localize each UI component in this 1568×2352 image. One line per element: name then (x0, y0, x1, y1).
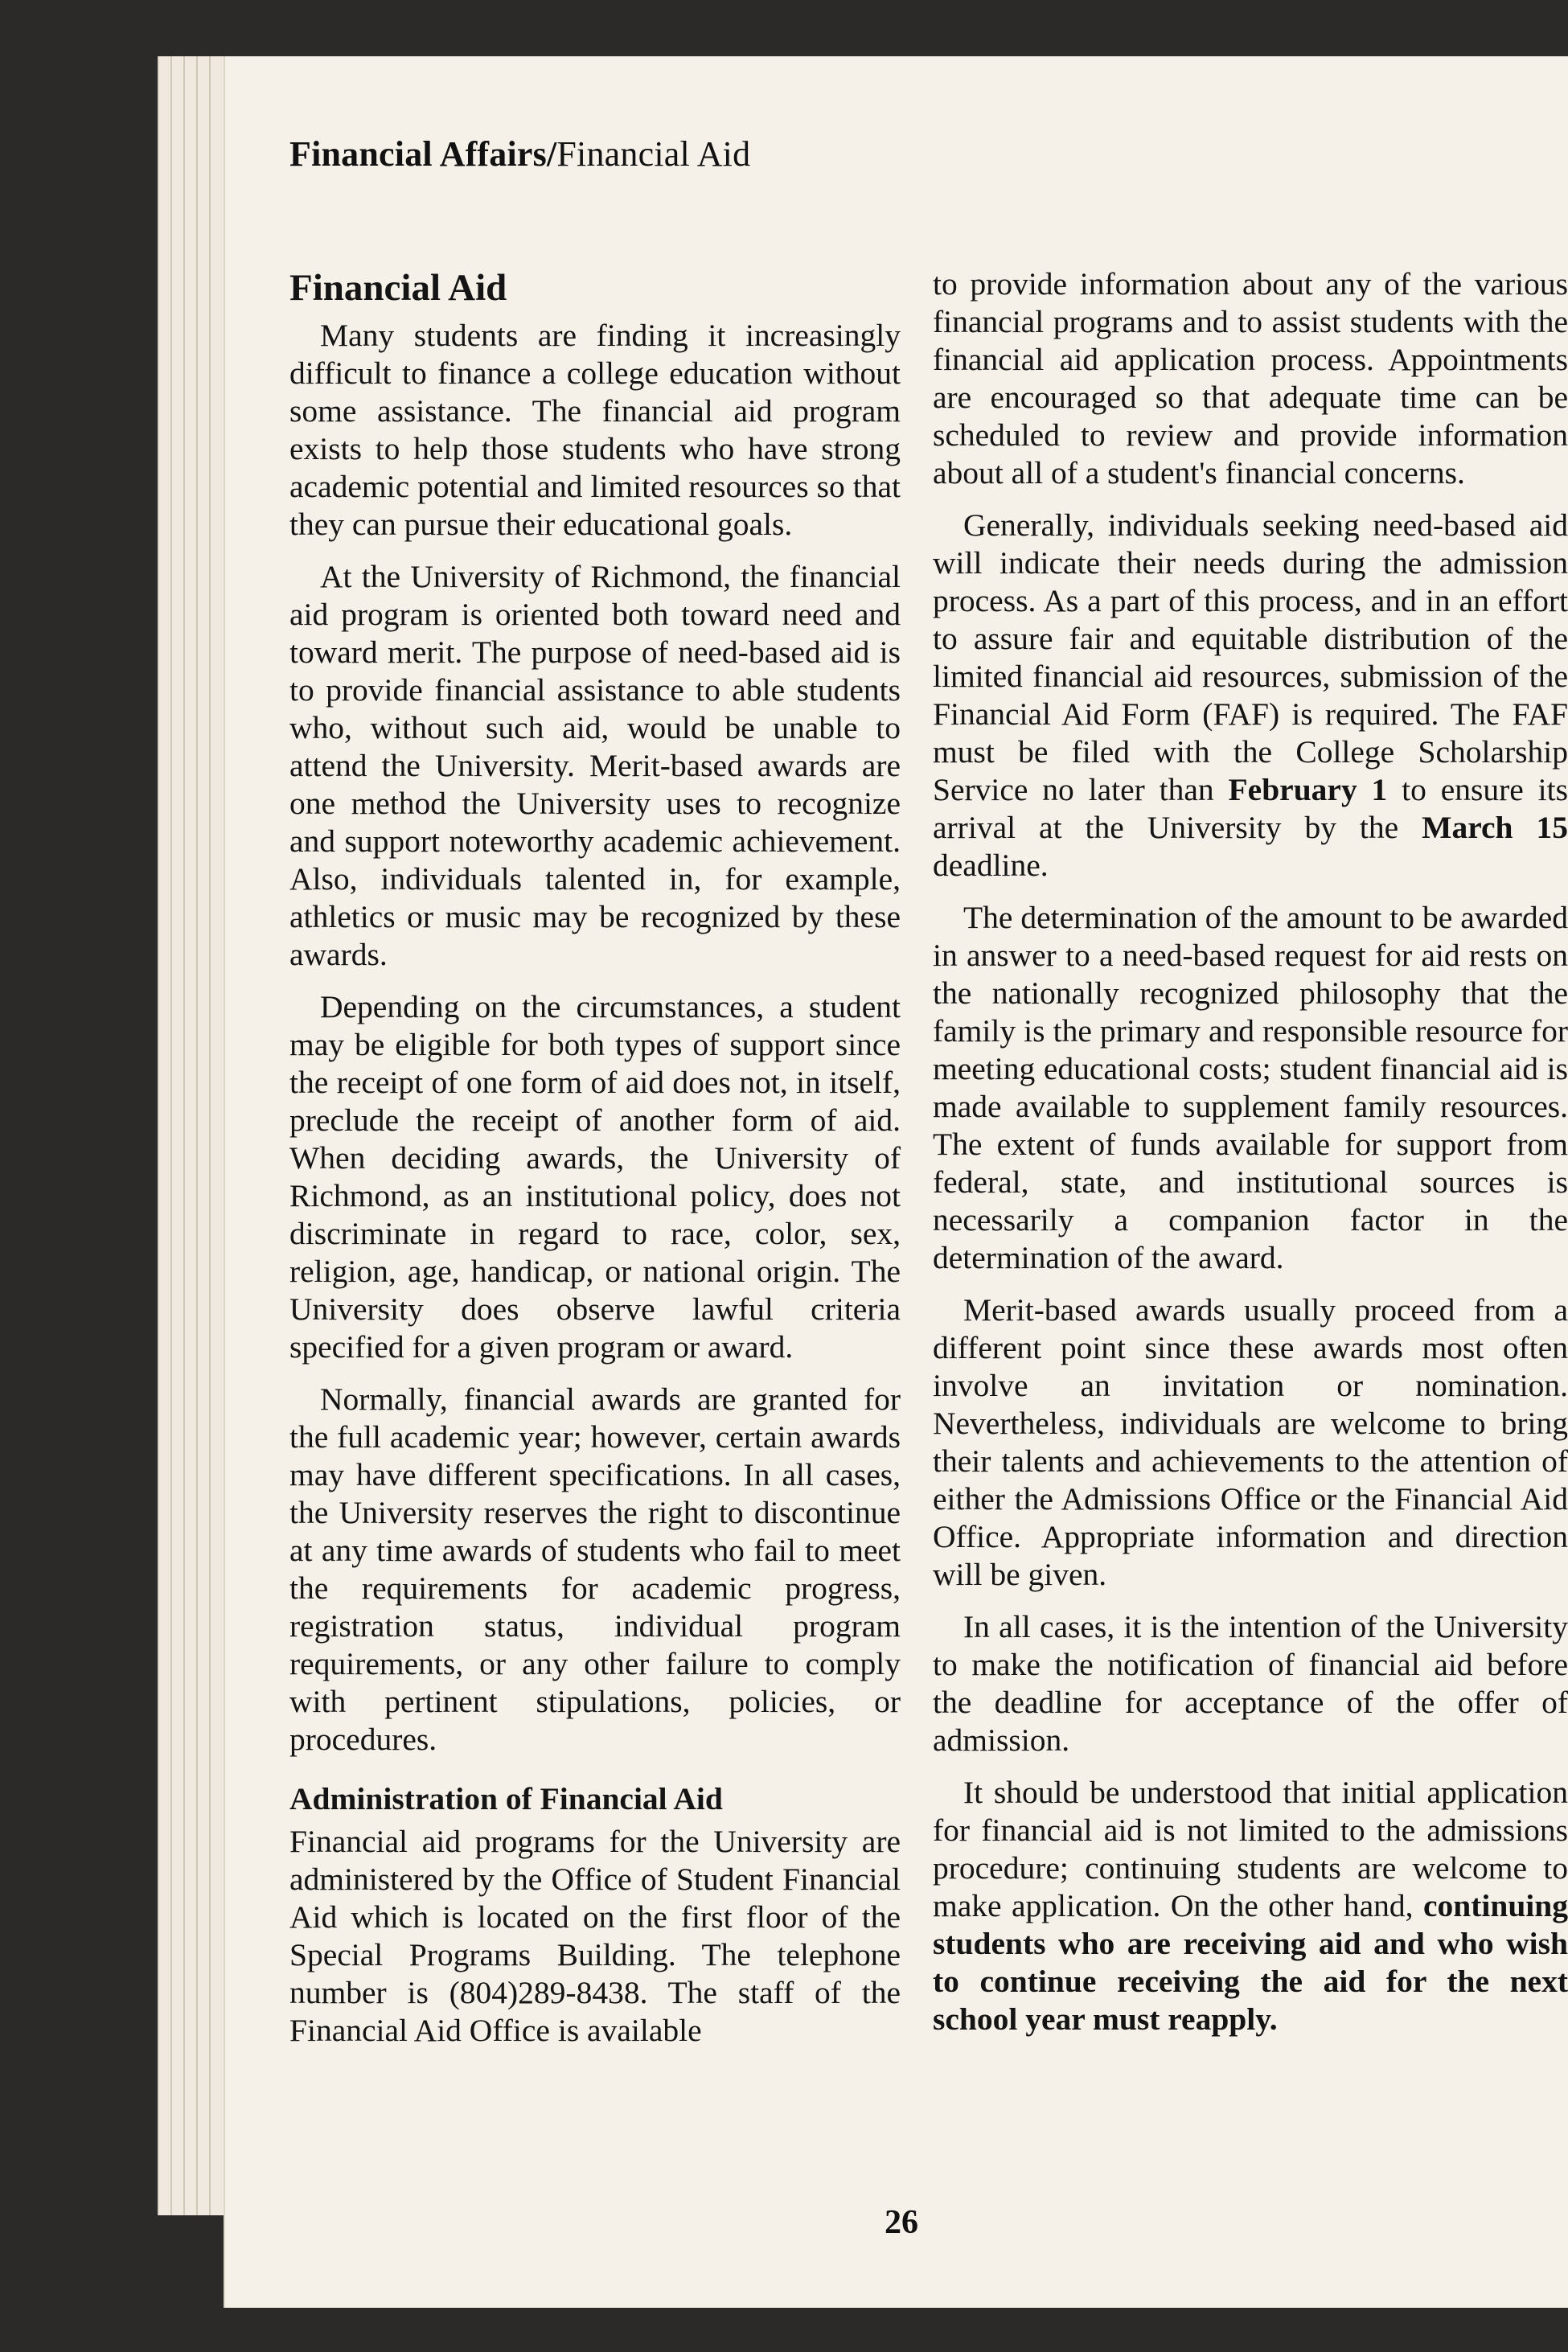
running-header (289, 133, 750, 174)
paragraph-determination: The determination of the amount to be awarded in answer to a need-based request for aid rests on the nationally recognized philosophy that the family is the primary and responsible resource for meeting educational costs; student financial aid is made available to supplement family resources. The extent of funds available for support from federal, state, and institutional sources is necessarily a companion factor in the determination of the award. (933, 900, 1568, 1275)
paragraph-administration: Financial aid programs for the University are administered by the Office of Student Financial Aid which is located on the first floor of the Special Programs Building. The telephone number is (804)289-8438. The staff of the Financial Aid Office is available (289, 1824, 901, 2048)
faf-deadline-date: February 1 (1228, 772, 1388, 807)
section-title: Financial Aid (289, 267, 507, 309)
reapply-notice: continuing students who are receiving aid and who wish to continue receiving the aid for the next school year must reapply. (933, 1888, 1568, 2037)
header-subsection: Financial Aid (556, 134, 751, 174)
paragraph-need-merit: At the University of Richmond, the financial aid program is oriented both toward need and toward merit. The purpose of need-based aid is to provide financial assistance to able students who, without such aid, would be unable to attend the University. Merit-based awards are one method the University uses to recognize and support noteworthy academic achievement. Also, individuals talented in, for example, athletics or music may be recognized by these awards. (289, 559, 901, 972)
subsection-title: Administration of Financial Aid (289, 1781, 723, 1816)
paragraph-faf (933, 507, 1568, 885)
paragraph-intro: Many students are finding it increasingly difficult to finance a college education without some assistance. The financial aid program exists to help those students who have strong academic potential and limited resources so that they can pursue their educational goals. (289, 318, 901, 542)
faf-text-2: to ensure its arrival at the University by the (933, 772, 1568, 845)
reapply-text: It should be understood that initial application for financial aid is not limited to the admissions procedure; continuing students are welcome to make application. On the other hand, (933, 1775, 1568, 1923)
faf-arrival-date: March 15 (1422, 810, 1568, 845)
paragraph-merit-awards: Merit-based awards usually proceed from a different point since these awards most often involve an invitation or nomination. Nevertheless, individuals are welcome to bring their talents and achievements to the attention of either the Admissions Office or the Financial Aid Office. Appropriate information and direction will be given. (933, 1292, 1568, 1592)
paragraph-eligibility: Depending on the circumstances, a student may be eligible for both types of support since the receipt of one form of aid does not, in itself, preclude the receipt of another form of aid. When deciding awards, the University of Richmond, as an institutional policy, does not discriminate in regard to race, color, sex, religion, age, handicap, or national origin. The University does observe lawful criteria specified for a given program or award. (289, 989, 901, 1365)
faf-text-3: deadline. (933, 848, 1049, 883)
paragraph-academic-year: Normally, financial awards are granted for the full academic year; however, certain awards may have different specifications. In all cases, the University reserves the right to discontinue at any time awards of students who fail to meet the requirements for academic progress, registration status, individual program requirements, or any other failure to comply with pertinent stipulations, policies, or procedures. (289, 1381, 901, 1757)
right-column (933, 265, 1568, 2038)
page-number: 26 (885, 2204, 918, 2241)
paragraph-notification: In all cases, it is the intention of the University to make the notification of financial aid before the deadline for acceptance of the offer of admission. (933, 1609, 1568, 1758)
paragraph-reapply (933, 1774, 1568, 2038)
faf-text-1: Generally, individuals seeking need-based aid will indicate their needs during the admission process. As a part of this process, and in an effort to assure fair and equitable distribution of the limited financial aid resources, submission of the Financial Aid Form (FAF) is required. The FAF must be filed with the College Scholarship Service no later than (933, 507, 1568, 807)
header-section: Financial Affairs/ (289, 134, 557, 174)
left-column (289, 265, 901, 2050)
paragraph-continuation: to provide information about any of the various financial programs and to assist students with the financial aid application process. Appointments are encouraged so that adequate time can be scheduled to review and provide information about all of a student's financial concerns. (933, 266, 1568, 491)
